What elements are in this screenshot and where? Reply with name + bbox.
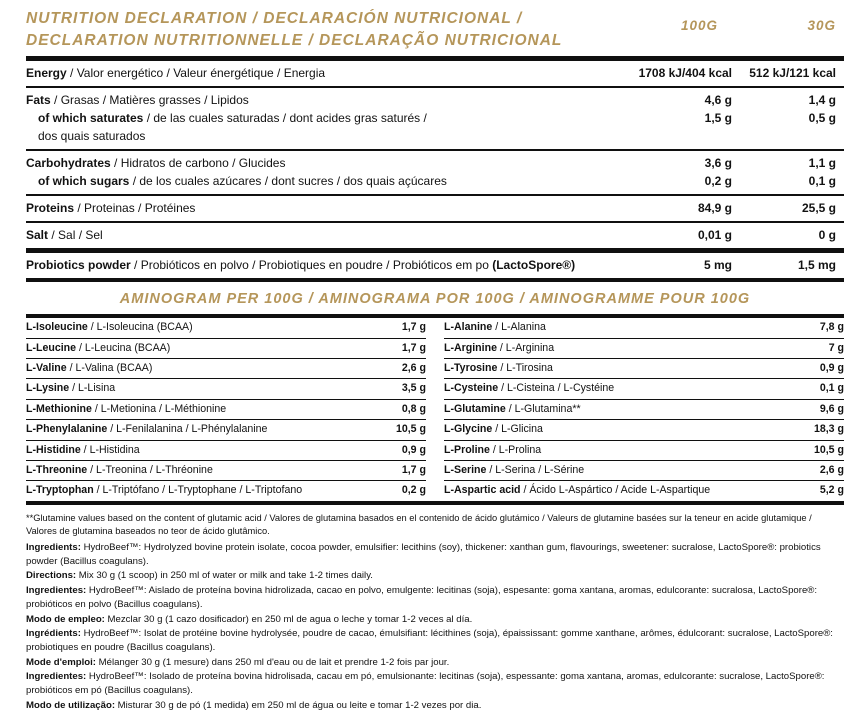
amino-row: L-Leucine / L-Leucina (BCAA) 1,7 g	[26, 339, 426, 359]
amino-row: L-Glycine / L-Glicina 18,3 g	[444, 420, 844, 440]
proteins-translations: / Proteinas / Protéines	[74, 201, 196, 216]
probiotics-label: Probiotics powder	[26, 258, 131, 273]
fats-value-30g: 1,4 g	[808, 93, 836, 108]
saturates-translations: / de las cuales saturadas / dont acides gras saturés /	[143, 111, 427, 126]
ingredients-fr: Ingrédients: HydroBeef™: Isolat de protéine bovine hydrolysée, poudre de cacao, émulsifiant: lécithines (soja), épaississant: gomme xanthane, arômes, édulcorant: sucralose, LactoSpore®: probiotiques en poudre (Bacillus coagulans).	[26, 627, 833, 654]
saturates-value-100g: 1,5 g	[704, 111, 732, 126]
saturates-continuation: dos quais saturados	[38, 129, 146, 144]
fats-translations: / Grasas / Matières grasses / Lipidos	[50, 93, 249, 108]
salt-value-100g: 0,01 g	[697, 228, 732, 243]
carbs-translations: / Hidratos de carbono / Glucides	[110, 156, 286, 171]
title-line-2: DECLARATION NUTRITIONNELLE / DECLARAÇÃO NUTRICIONAL	[26, 31, 563, 49]
amino-row: L-Arginine / L-Arginina 7 g	[444, 339, 844, 359]
column-header-30g: 30G	[807, 18, 836, 33]
sugars-label: of which sugars	[38, 174, 130, 189]
energy-value-100g: 1708 kJ/404 kcal	[638, 66, 732, 81]
probiotics-value-100g: 5 mg	[703, 258, 732, 273]
aminogram-table	[26, 318, 844, 500]
amino-row: L-Lysine / L-Lisina 3,5 g	[26, 379, 426, 399]
fats-label: Fats	[26, 93, 51, 108]
amino-row: L-Threonine / L-Treonina / L-Thréonine 1,7 g	[26, 461, 426, 481]
amino-row: L-Aspartic acid / Ácido L-Aspártico / Acide L-Aspartique 5,2 g	[444, 484, 844, 497]
directions-fr: Mode d'emploi: Mélanger 30 g (1 mesure) dans 250 ml d'eau ou de lait et prendre 1-2 fois par jour.	[26, 656, 450, 668]
ingredients-pt: Ingredientes: HydroBeef™: Isolado de proteína bovina hidrolisada, cacau em pó, emulsionante: lecitinas (soja), espessante: goma xantana, aromas, edulcorante: sucralose, LactoSpore®: probióticos em pó (Bacillus coagulans).	[26, 671, 825, 697]
proteins-value-100g: 84,9 g	[697, 201, 732, 216]
fats-value-100g: 4,6 g	[704, 93, 732, 108]
salt-value-30g: 0 g	[818, 228, 836, 243]
carbs-value-100g: 3,6 g	[704, 156, 732, 171]
amino-row: L-Glutamine / L-Glutamina** 9,6 g	[444, 400, 844, 420]
lactospore-label: (LactoSpore®)	[492, 258, 576, 273]
ingredients-en: Ingredients: HydroBeef™: Hydrolyzed bovine protein isolate, cocoa powder, emulsifier: lecithins (soy), thickener: xanthan gum, flavourings, sweetener: sucralose, LactoSpore®: probiotics powder (Bacillus coagulans).	[26, 541, 821, 567]
energy-label: Energy	[26, 66, 67, 81]
row-probiotics	[26, 253, 844, 278]
ingredients-es: Ingredientes: HydroBeef™: Aislado de proteína bovina hidrolizada, cacao en polvo, emulgente: lecitinas (soja), espesante: goma xantana, aromas, edulcorante: sucralosa, LactoSpore®: probióticos en polvo (Bacillus coagulans).	[26, 584, 818, 611]
saturates-value-30g: 0,5 g	[808, 111, 836, 126]
divider-thick	[26, 501, 844, 505]
row-carbohydrates	[26, 151, 844, 194]
title-line-1: NUTRITION DECLARATION / DECLARACIÓN NUTRICIONAL /	[26, 10, 523, 27]
row-energy	[26, 61, 844, 86]
amino-row: L-Histidine / L-Histidina 0,9 g	[26, 441, 426, 461]
energy-value-30g: 512 kJ/121 kcal	[749, 66, 836, 81]
info-paragraphs	[26, 541, 844, 714]
glutamine-footnote: **Glutamine values based on the content of glutamic acid / Valores de glutamina basados en el contenido de ácido glutámico / Valeurs de glutamine basées sur la teneur en acide glutamique / Valores de glutamina baseados no teor de ácido glutâmico.	[26, 512, 812, 537]
amino-row: L-Methionine / L-Metionina / L-Méthionine 0,8 g	[26, 400, 426, 420]
column-header-100g: 100G	[680, 18, 718, 33]
probiotics-value-30g: 1,5 mg	[797, 258, 836, 273]
carbs-value-30g: 1,1 g	[808, 156, 836, 171]
amino-row: L-Isoleucine / L-Isoleucina (BCAA) 1,7 g	[26, 318, 426, 338]
page-title	[26, 8, 604, 51]
amino-row: L-Serine / L-Serina / L-Sérine 2,6 g	[444, 461, 844, 481]
divider-thick	[26, 278, 844, 282]
row-proteins	[26, 196, 844, 221]
amino-row: L-Tyrosine / L-Tirosina 0,9 g	[444, 359, 844, 379]
saturates-label: of which saturates	[38, 111, 144, 126]
amino-row: L-Cysteine / L-Cisteina / L-Cystéine 0,1 g	[444, 379, 844, 399]
sugars-value-30g: 0,1 g	[808, 174, 836, 189]
aminogram-left-column	[26, 318, 426, 500]
carbs-label: Carbohydrates	[26, 156, 111, 171]
amino-row: L-Phenylalanine / L-Fenilalanina / L-Phénylalanine 10,5 g	[26, 420, 426, 440]
directions-pt: Modo de utilização: Misturar 30 g de pó (1 medida) em 250 ml de água ou leite e tomar 1-2 vezes por dia.	[26, 699, 482, 711]
amino-row: L-Alanine / L-Alanina 7,8 g	[444, 318, 844, 338]
directions-es: Modo de empleo: Mezclar 30 g (1 cazo dosificador) en 250 ml de agua o leche y tomar 1-2 veces al día.	[26, 613, 473, 625]
amino-row: L-Valine / L-Valina (BCAA) 2,6 g	[26, 359, 426, 379]
aminogram-right-column	[444, 318, 844, 500]
salt-label: Salt	[26, 228, 49, 243]
sugars-value-100g: 0,2 g	[704, 174, 732, 189]
energy-translations: / Valor energético / Valeur énergétique / Energia	[66, 66, 326, 81]
aminogram-title: AMINOGRAM PER 100G / AMINOGRAMA POR 100G / AMINOGRAMME POUR 100G	[119, 291, 751, 308]
proteins-label: Proteins	[26, 201, 75, 216]
sugars-translations: / de los cuales azúcares / dont sucres / dos quais açúcares	[129, 174, 447, 189]
row-salt	[26, 223, 844, 248]
amino-row: L-Tryptophan / L-Triptófano / L-Tryptophane / L-Triptofano 0,2 g	[26, 484, 426, 497]
header	[26, 8, 844, 51]
directions-en: Directions: Mix 30 g (1 scoop) in 250 ml of water or milk and take 1-2 times daily.	[26, 570, 373, 582]
proteins-value-30g: 25,5 g	[801, 201, 836, 216]
salt-translations: / Sal / Sel	[48, 228, 103, 243]
probiotics-translations: / Probióticos en polvo / Probiotiques en poudre / Probióticos em po	[130, 258, 493, 273]
row-fats	[26, 88, 844, 149]
amino-row: L-Proline / L-Prolina 10,5 g	[444, 441, 844, 461]
